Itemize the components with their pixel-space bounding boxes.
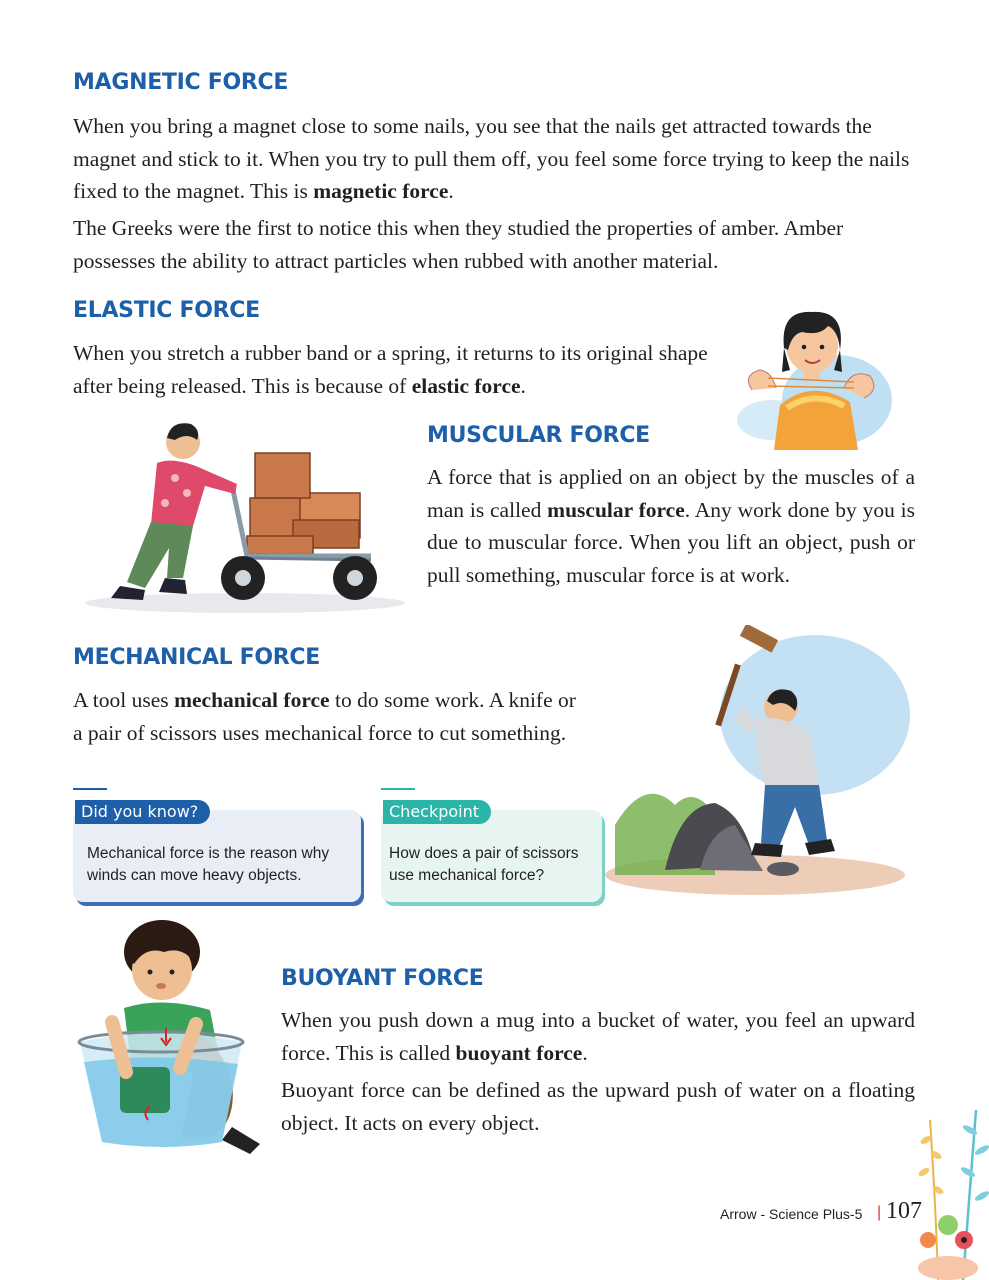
magnetic-force-paragraph-1 bbox=[73, 110, 918, 208]
floral-corner-decoration bbox=[908, 1100, 989, 1280]
buoyant-force-heading: BUOYANT FORCE bbox=[281, 966, 484, 991]
book-title-footer: Arrow - Science Plus-5 bbox=[720, 1206, 863, 1222]
elastic-p-text: When you stretch a rubber band or a spring, it returns to its original shape after being released. This is because of bbox=[73, 341, 708, 398]
elastic-p-end: . bbox=[520, 373, 526, 398]
mechanical-force-heading: MECHANICAL FORCE bbox=[73, 645, 320, 670]
page-number: 107 bbox=[886, 1198, 922, 1224]
mechanical-force-paragraph bbox=[73, 684, 576, 749]
muscular-force-paragraph bbox=[427, 461, 915, 591]
buoyant-p1-text: When you push down a mug into a bucket of water, you feel an upward force. This is called bbox=[281, 1008, 915, 1065]
checkpoint-box bbox=[381, 802, 602, 902]
magnetic-force-heading: MAGNETIC FORCE bbox=[73, 70, 289, 95]
muscular-p-term: muscular force bbox=[547, 497, 685, 522]
magnetic-p1-end: . bbox=[448, 179, 454, 203]
buoyant-p1-end: . bbox=[582, 1040, 588, 1065]
mechanical-p-start: A tool uses bbox=[73, 688, 175, 712]
did-you-know-tag: Did you know? bbox=[75, 800, 210, 824]
mechanical-p-term: mechanical force bbox=[174, 688, 330, 712]
buoyant-force-paragraph-1 bbox=[281, 1004, 915, 1069]
boy-bucket-water-illustration bbox=[72, 912, 262, 1157]
girl-rubber-band-illustration bbox=[732, 290, 892, 450]
magnetic-force-paragraph-2: The Greeks were the first to notice this when they studied the properties of amber. Amber possesses the ability to attract particles when rubbed with another material. bbox=[73, 216, 844, 273]
buoyant-force-paragraph-2: Buoyant force can be defined as the upward push of water on a floating object. It acts on every object. bbox=[281, 1078, 915, 1135]
checkpoint-tag: Checkpoint bbox=[383, 800, 491, 824]
mechanical-p-end: to do some work. A knife or a pair of scissors uses mechanical force to cut something. bbox=[73, 688, 576, 745]
muscular-p-end: . Any work done by you is due to muscular force. When you lift an object, push or pull something, muscular force is at work. bbox=[427, 497, 916, 587]
did-you-know-box bbox=[73, 802, 361, 902]
footer-separator: | bbox=[877, 1204, 882, 1221]
did-you-know-accent-line bbox=[73, 788, 107, 790]
checkpoint-text: How does a pair of scissors use mechanical force? bbox=[389, 845, 579, 884]
did-you-know-text: Mechanical force is the reason why winds can move heavy objects. bbox=[87, 845, 330, 884]
checkpoint-accent-line bbox=[381, 788, 415, 790]
elastic-force-heading: ELASTIC FORCE bbox=[73, 298, 260, 323]
man-hammering-rock-illustration bbox=[605, 625, 913, 897]
muscular-p-text: A force that is applied on an object by the muscles of a man is called bbox=[427, 465, 915, 522]
muscular-force-heading: MUSCULAR FORCE bbox=[427, 423, 650, 448]
elastic-p-term: elastic force bbox=[411, 373, 521, 398]
buoyant-p1-term: buoyant force bbox=[455, 1040, 583, 1065]
magnetic-p1-text: When you bring a magnet close to some nails, you see that the nails get attracted towards the magnet and stick to it. When you try to pull them off, you feel some force trying to keep the nails fixed to the magnet. This is bbox=[73, 114, 910, 203]
boy-pushing-trolley-illustration bbox=[75, 418, 405, 613]
magnetic-p1-term: magnetic force bbox=[313, 179, 449, 203]
elastic-force-paragraph bbox=[73, 337, 733, 402]
